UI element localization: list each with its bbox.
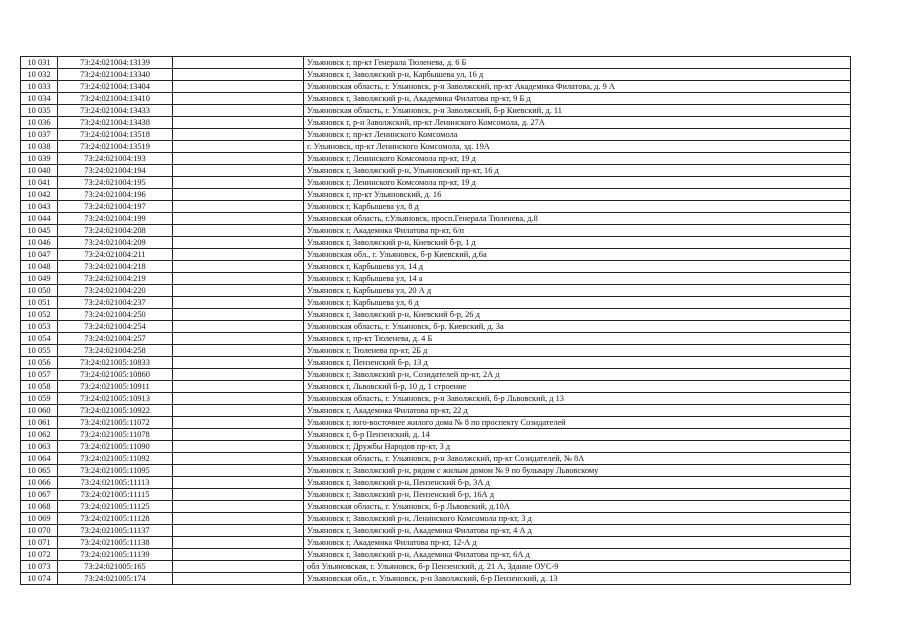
empty-cell <box>173 537 304 549</box>
table-row <box>21 141 851 153</box>
cadastral-number: 73:24:021005:11137 <box>58 525 173 537</box>
empty-cell <box>173 261 304 273</box>
table-row <box>21 513 851 525</box>
address: г. Ульяновск, пр-кт Ленинского Комсомола, зд. 19А <box>304 141 851 153</box>
address: Ульяновск г, юго-восточнее жилого дома № 8 по проспекту Созидателей <box>304 417 851 429</box>
row-number: 10 052 <box>21 309 58 321</box>
cadastral-number: 73:24:021004:13139 <box>58 57 173 69</box>
table-row <box>21 165 851 177</box>
table-row <box>21 429 851 441</box>
row-number: 10 032 <box>21 69 58 81</box>
cadastral-number: 73:24:021005:11095 <box>58 465 173 477</box>
empty-cell <box>173 273 304 285</box>
table-row <box>21 81 851 93</box>
address: Ульяновская область, г. Ульяновск, р-н Заволжский, пр-кт Академика Филатова, д. 9 А <box>304 81 851 93</box>
empty-cell <box>173 573 304 585</box>
row-number: 10 036 <box>21 117 58 129</box>
address: Ульяновск г, Заволжский р-н, Академика Филатова пр-кт, 9 Б д <box>304 93 851 105</box>
table-row <box>21 129 851 141</box>
row-number: 10 044 <box>21 213 58 225</box>
address: Ульяновск г, Львовский б-р, 10 д, 1 строение <box>304 381 851 393</box>
table-row <box>21 417 851 429</box>
cadastral-number: 73:24:021004:193 <box>58 153 173 165</box>
address: Ульяновск г, Заволжский р-н, Киевский б-р, 26 д <box>304 309 851 321</box>
empty-cell <box>173 201 304 213</box>
empty-cell <box>173 213 304 225</box>
table-row <box>21 369 851 381</box>
row-number: 10 031 <box>21 57 58 69</box>
cadastral-number: 73:24:021005:11092 <box>58 453 173 465</box>
table-row <box>21 57 851 69</box>
row-number: 10 060 <box>21 405 58 417</box>
empty-cell <box>173 285 304 297</box>
cadastral-number: 73:24:021004:197 <box>58 201 173 213</box>
cadastral-number: 73:24:021004:218 <box>58 261 173 273</box>
empty-cell <box>173 57 304 69</box>
cadastral-number: 73:24:021005:10833 <box>58 357 173 369</box>
address: Ульяновск г, Карбышева ул, 14 д <box>304 261 851 273</box>
empty-cell <box>173 225 304 237</box>
empty-cell <box>173 69 304 81</box>
empty-cell <box>173 549 304 561</box>
empty-cell <box>173 393 304 405</box>
empty-cell <box>173 129 304 141</box>
address: Ульяновская обл., г. Ульяновск, б-р Киевский, д.6а <box>304 249 851 261</box>
cadastral-number: 73:24:021004:254 <box>58 321 173 333</box>
table-row <box>21 561 851 573</box>
table-row <box>21 309 851 321</box>
row-number: 10 059 <box>21 393 58 405</box>
table-row <box>21 153 851 165</box>
cadastral-number: 73:24:021005:11115 <box>58 489 173 501</box>
cadastral-number: 73:24:021004:13433 <box>58 105 173 117</box>
cadastral-number: 73:24:021005:10913 <box>58 393 173 405</box>
table-row <box>21 69 851 81</box>
row-number: 10 069 <box>21 513 58 525</box>
address: Ульяновская обл., г. Ульяновск, р-н Заволжский, б-р Пензенский, д. 13 <box>304 573 851 585</box>
row-number: 10 042 <box>21 189 58 201</box>
row-number: 10 058 <box>21 381 58 393</box>
table-row <box>21 321 851 333</box>
address: Ульяновск г, Заволжский р-н, Киевский б-р, 1 д <box>304 237 851 249</box>
address: Ульяновск г, пр-кт Ульяновский, д. 16 <box>304 189 851 201</box>
cadastral-number: 73:24:021005:11090 <box>58 441 173 453</box>
table-row <box>21 393 851 405</box>
cadastral-number: 73:24:021004:196 <box>58 189 173 201</box>
row-number: 10 045 <box>21 225 58 237</box>
empty-cell <box>173 477 304 489</box>
address: Ульяновск г, Карбышева ул, 8 д <box>304 201 851 213</box>
address: Ульяновск г, Заволжский р-н, Созидателей пр-кт, 2А д <box>304 369 851 381</box>
table-row <box>21 333 851 345</box>
cadastral-number: 73:24:021004:13438 <box>58 117 173 129</box>
row-number: 10 033 <box>21 81 58 93</box>
empty-cell <box>173 489 304 501</box>
table-row <box>21 105 851 117</box>
cadastral-number: 73:24:021004:13518 <box>58 129 173 141</box>
row-number: 10 056 <box>21 357 58 369</box>
address: Ульяновск г, Карбышева ул, 6 д <box>304 297 851 309</box>
row-number: 10 054 <box>21 333 58 345</box>
empty-cell <box>173 417 304 429</box>
empty-cell <box>173 105 304 117</box>
address: Ульяновск г, Карбышева ул, 20 А д <box>304 285 851 297</box>
cadastral-number: 73:24:021005:11138 <box>58 537 173 549</box>
cadastral-number: 73:24:021004:209 <box>58 237 173 249</box>
row-number: 10 048 <box>21 261 58 273</box>
row-number: 10 064 <box>21 453 58 465</box>
cadastral-number: 73:24:021004:211 <box>58 249 173 261</box>
cadastral-number: 73:24:021004:257 <box>58 333 173 345</box>
table-row <box>21 285 851 297</box>
address: Ульяновск г, Академика Филатова пр-кт, 22 д <box>304 405 851 417</box>
empty-cell <box>173 321 304 333</box>
address: Ульяновская область, г. Ульяновск, б-р Львовский, д.10А <box>304 501 851 513</box>
address: Ульяновская область, г. Ульяновск, р-н Заволжский, пр-кт Созидателей, № 8А <box>304 453 851 465</box>
empty-cell <box>173 357 304 369</box>
property-table <box>20 56 851 585</box>
row-number: 10 035 <box>21 105 58 117</box>
address: Ульяновск г, Академика Филатова пр-кт, 6/п <box>304 225 851 237</box>
row-number: 10 072 <box>21 549 58 561</box>
row-number: 10 038 <box>21 141 58 153</box>
row-number: 10 034 <box>21 93 58 105</box>
cadastral-number: 73:24:021004:13340 <box>58 69 173 81</box>
cadastral-number: 73:24:021004:208 <box>58 225 173 237</box>
cadastral-number: 73:24:021004:13519 <box>58 141 173 153</box>
cadastral-number: 73:24:021005:10922 <box>58 405 173 417</box>
table-row <box>21 237 851 249</box>
address: Ульяновская область, г. Ульяновск, р-н Заволжский, б-р Львовский, д 13 <box>304 393 851 405</box>
row-number: 10 057 <box>21 369 58 381</box>
cadastral-number: 73:24:021005:10860 <box>58 369 173 381</box>
table-row <box>21 501 851 513</box>
table-row <box>21 261 851 273</box>
cadastral-number: 73:24:021005:11128 <box>58 513 173 525</box>
table-row <box>21 249 851 261</box>
row-number: 10 050 <box>21 285 58 297</box>
table-row <box>21 273 851 285</box>
empty-cell <box>173 345 304 357</box>
cadastral-number: 73:24:021005:11139 <box>58 549 173 561</box>
row-number: 10 053 <box>21 321 58 333</box>
empty-cell <box>173 165 304 177</box>
empty-cell <box>173 333 304 345</box>
empty-cell <box>173 501 304 513</box>
row-number: 10 062 <box>21 429 58 441</box>
empty-cell <box>173 561 304 573</box>
address: Ульяновск г, Ленинского Комсомола пр-кт, 19 д <box>304 177 851 189</box>
row-number: 10 073 <box>21 561 58 573</box>
table-row <box>21 477 851 489</box>
table-body <box>21 57 851 585</box>
cadastral-number: 73:24:021005:10911 <box>58 381 173 393</box>
address: Ульяновская область, г.Ульяновск, просп.Генерала Тюленева, д.8 <box>304 213 851 225</box>
address: Ульяновск г, пр-кт Генерала Тюленева, д. 6 Б <box>304 57 851 69</box>
empty-cell <box>173 249 304 261</box>
empty-cell <box>173 429 304 441</box>
cadastral-number: 73:24:021004:250 <box>58 309 173 321</box>
empty-cell <box>173 81 304 93</box>
empty-cell <box>173 141 304 153</box>
table-row <box>21 573 851 585</box>
table-row <box>21 213 851 225</box>
empty-cell <box>173 441 304 453</box>
row-number: 10 051 <box>21 297 58 309</box>
empty-cell <box>173 513 304 525</box>
cadastral-number: 73:24:021004:13404 <box>58 81 173 93</box>
table-row <box>21 453 851 465</box>
address: Ульяновск г, Дружбы Народов пр-кт, 3 д <box>304 441 851 453</box>
table-row <box>21 465 851 477</box>
address: Ульяновск г, б-р Пензенский, д. 14 <box>304 429 851 441</box>
address: Ульяновск г, Заволжский р-н, Ульяновский пр-кт, 16 д <box>304 165 851 177</box>
address: Ульяновск г, Карбышева ул, 14 а <box>304 273 851 285</box>
address: Ульяновск г, Пензенский б-р, 13 д <box>304 357 851 369</box>
address: Ульяновск г, Ленинского Комсомола пр-кт, 19 д <box>304 153 851 165</box>
table-row <box>21 189 851 201</box>
cadastral-number: 73:24:021005:174 <box>58 573 173 585</box>
cadastral-number: 73:24:021005:165 <box>58 561 173 573</box>
cadastral-number: 73:24:021004:237 <box>58 297 173 309</box>
row-number: 10 061 <box>21 417 58 429</box>
row-number: 10 039 <box>21 153 58 165</box>
table-row <box>21 357 851 369</box>
cadastral-number: 73:24:021005:11113 <box>58 477 173 489</box>
cadastral-number: 73:24:021004:258 <box>58 345 173 357</box>
table-row <box>21 345 851 357</box>
table-row <box>21 441 851 453</box>
address: Ульяновск г, Заволжский р-н, Пензенский б-р, 3А д <box>304 477 851 489</box>
address: Ульяновск г, Заволжский р-н, Ленинского Комсомола пр-кт, 3 д <box>304 513 851 525</box>
address: Ульяновская область, г. Ульяновск, р-н Заволжский, б-р Киевский, д. 11 <box>304 105 851 117</box>
address: Ульяновск г, р-н Заволжский, пр-кт Ленинского Комсомола, д. 27А <box>304 117 851 129</box>
row-number: 10 037 <box>21 129 58 141</box>
table-row <box>21 549 851 561</box>
empty-cell <box>173 177 304 189</box>
cadastral-number: 73:24:021005:11125 <box>58 501 173 513</box>
address: Ульяновск г, Академика Филатова пр-кт, 12-А д <box>304 537 851 549</box>
row-number: 10 074 <box>21 573 58 585</box>
address: Ульяновск г, Заволжский р-н, Академика Филатова пр-кт, 6А д <box>304 549 851 561</box>
table-row <box>21 489 851 501</box>
row-number: 10 046 <box>21 237 58 249</box>
row-number: 10 043 <box>21 201 58 213</box>
cadastral-number: 73:24:021004:195 <box>58 177 173 189</box>
empty-cell <box>173 117 304 129</box>
row-number: 10 068 <box>21 501 58 513</box>
table-row <box>21 381 851 393</box>
empty-cell <box>173 453 304 465</box>
empty-cell <box>173 369 304 381</box>
row-number: 10 067 <box>21 489 58 501</box>
cadastral-number: 73:24:021005:11072 <box>58 417 173 429</box>
table-row <box>21 297 851 309</box>
table-row <box>21 177 851 189</box>
row-number: 10 071 <box>21 537 58 549</box>
table-row <box>21 405 851 417</box>
address: Ульяновск г, Тюленева пр-кт, 2Б д <box>304 345 851 357</box>
cadastral-number: 73:24:021004:194 <box>58 165 173 177</box>
table-row <box>21 525 851 537</box>
row-number: 10 041 <box>21 177 58 189</box>
row-number: 10 055 <box>21 345 58 357</box>
row-number: 10 049 <box>21 273 58 285</box>
table-row <box>21 201 851 213</box>
row-number: 10 070 <box>21 525 58 537</box>
empty-cell <box>173 465 304 477</box>
address: Ульяновск г, Заволжский р-н, Пензенский б-р, 16А д <box>304 489 851 501</box>
empty-cell <box>173 309 304 321</box>
address: Ульяновск г, Заволжский р-н, Академика Филатова пр-кт, 4 А д <box>304 525 851 537</box>
row-number: 10 047 <box>21 249 58 261</box>
address: Ульяновск г, Заволжский р-н, Карбышева ул, 16 д <box>304 69 851 81</box>
address: Ульяновск г, пр-кт Ленинского Комсомола <box>304 129 851 141</box>
table-row <box>21 117 851 129</box>
row-number: 10 066 <box>21 477 58 489</box>
cadastral-number: 73:24:021004:13410 <box>58 93 173 105</box>
row-number: 10 065 <box>21 465 58 477</box>
address: Ульяновская область, г. Ульяновск, б-р. Киевский, д. 3а <box>304 321 851 333</box>
empty-cell <box>173 237 304 249</box>
row-number: 10 063 <box>21 441 58 453</box>
cadastral-number: 73:24:021004:219 <box>58 273 173 285</box>
address: обл Ульяновская, г. Ульяновск, б-р Пензенский, д. 21 А, Здание ОУС-9 <box>304 561 851 573</box>
address: Ульяновск г, пр-кт Тюленева, д. 4 Б <box>304 333 851 345</box>
document-sheet <box>20 56 850 585</box>
empty-cell <box>173 153 304 165</box>
table-row <box>21 93 851 105</box>
empty-cell <box>173 405 304 417</box>
empty-cell <box>173 525 304 537</box>
empty-cell <box>173 381 304 393</box>
table-row <box>21 537 851 549</box>
cadastral-number: 73:24:021004:220 <box>58 285 173 297</box>
cadastral-number: 73:24:021004:199 <box>58 213 173 225</box>
empty-cell <box>173 189 304 201</box>
table-row <box>21 225 851 237</box>
row-number: 10 040 <box>21 165 58 177</box>
empty-cell <box>173 93 304 105</box>
empty-cell <box>173 297 304 309</box>
address: Ульяновск г, Заволжский р-н, рядом с жилым домом № 9 по бульвару Львовскому <box>304 465 851 477</box>
cadastral-number: 73:24:021005:11078 <box>58 429 173 441</box>
